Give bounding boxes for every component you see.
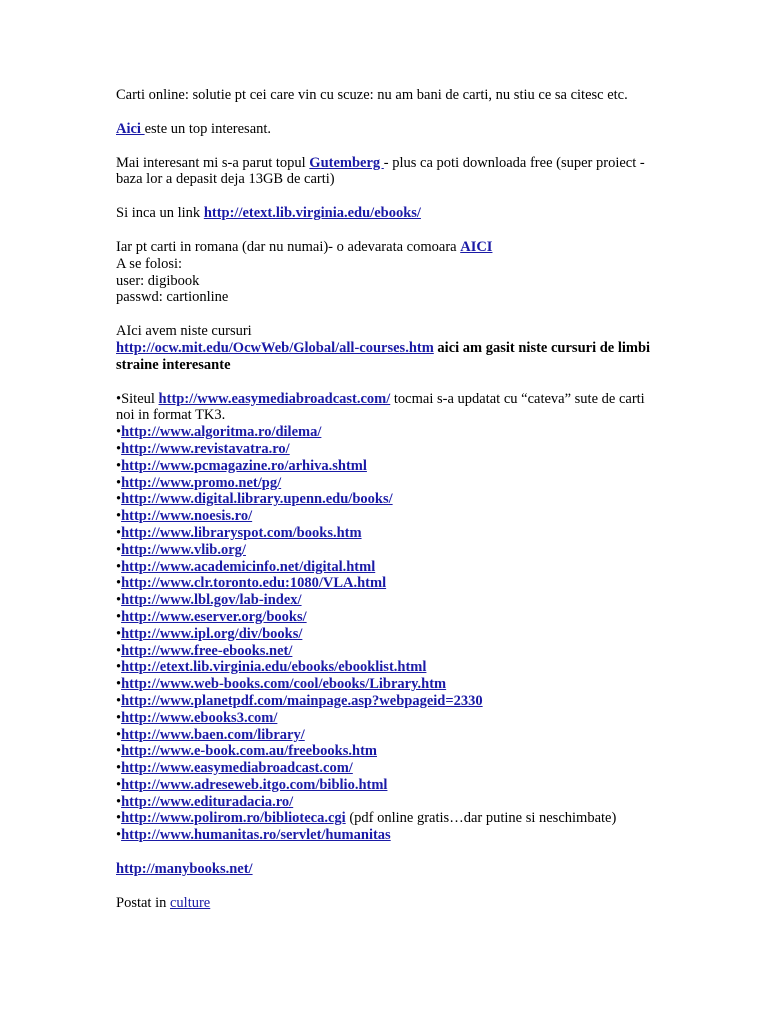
list-item xyxy=(116,626,661,643)
resource-link[interactable]: http://www.digital.library.upenn.edu/books/ xyxy=(121,491,393,508)
bullet-marker: • xyxy=(116,726,122,743)
resource-link[interactable]: http://www.easymediabroadcast.com/ xyxy=(121,760,353,777)
intro-paragraph: Carti online: solutie pt cei care vin cu scuze: nu am bani de carti, nu stiu ce sa citesc etc. xyxy=(116,87,628,103)
bullet-marker: • xyxy=(116,709,122,726)
resource-link[interactable]: http://www.polirom.ro/biblioteca.cgi xyxy=(121,810,346,827)
siteul-post-text: tocmai s-a updatat cu “cateva” sute de carti noi in format TK3. xyxy=(116,390,645,424)
bullet-marker: • xyxy=(116,541,122,558)
bullet-marker: • xyxy=(116,776,122,793)
list-item xyxy=(116,760,661,777)
resource-link[interactable]: http://www.vlib.org/ xyxy=(121,541,246,558)
bullet-marker: • xyxy=(116,440,122,457)
resource-link[interactable]: http://www.academicinfo.net/digital.html xyxy=(121,558,376,575)
bullet-marker: • xyxy=(116,474,122,491)
siteul-paragraph xyxy=(116,391,661,425)
list-item xyxy=(116,710,661,727)
bullet-marker: • xyxy=(116,575,122,592)
cursuri-intro-line: AIci avem niste cursuri xyxy=(116,323,252,340)
aici-top-text: este un top interesant. xyxy=(144,120,272,137)
virginia-pre-text: Si inca un link xyxy=(116,205,204,222)
bullet-marker: • xyxy=(116,642,122,659)
aici-top-paragraph xyxy=(116,121,661,138)
romana-aici-link[interactable]: AICI xyxy=(460,238,493,255)
postat-pre-text: Postat in xyxy=(116,894,170,911)
resource-link[interactable]: http://www.humanitas.ro/servlet/humanitas xyxy=(121,827,391,844)
romana-user-line: user: digibook xyxy=(116,272,200,289)
gutenberg-paragraph xyxy=(116,155,661,189)
manybooks-link[interactable]: http://manybooks.net/ xyxy=(116,861,253,878)
bullet-marker: • xyxy=(116,457,122,474)
bullet-marker: • xyxy=(116,659,122,676)
list-item xyxy=(116,575,661,592)
resource-link[interactable]: http://www.ebooks3.com/ xyxy=(121,709,278,726)
resource-link[interactable]: http://www.baen.com/library/ xyxy=(121,726,305,743)
gutenberg-link[interactable]: Gutemberg xyxy=(309,154,384,171)
list-item xyxy=(116,727,661,744)
bullet-marker: • xyxy=(116,743,122,760)
list-item xyxy=(116,659,661,676)
bullet-marker: • xyxy=(116,491,122,508)
list-item xyxy=(116,609,661,626)
list-item xyxy=(116,542,661,559)
cursuri-line xyxy=(116,340,661,374)
bullet-marker: • xyxy=(116,760,122,777)
resource-link[interactable]: http://www.libraryspot.com/books.htm xyxy=(121,524,362,541)
resource-link[interactable]: http://www.e-book.com.au/freebooks.htm xyxy=(121,743,377,760)
list-item xyxy=(116,475,661,492)
polirom-note: (pdf online gratis…dar putine si neschimbate) xyxy=(345,810,617,827)
list-item xyxy=(116,525,661,542)
resource-link[interactable]: http://www.eserver.org/books/ xyxy=(121,608,307,625)
link-list xyxy=(116,424,661,844)
list-item xyxy=(116,508,661,525)
resource-link[interactable]: http://www.noesis.ro/ xyxy=(121,508,253,525)
gutenberg-post-text: - plus ca poti downloada free (super proiect - baza lor a depasit deja 13GB de carti) xyxy=(116,154,645,188)
list-item xyxy=(116,676,661,693)
resource-link[interactable]: http://www.free-ebooks.net/ xyxy=(121,642,293,659)
aici-top-link[interactable]: Aici xyxy=(116,120,145,137)
cursuri-post-text: aici am gasit niste cursuri de limbi straine interesante xyxy=(116,339,651,373)
bullet-marker: • xyxy=(116,810,122,827)
romana-block xyxy=(116,239,661,306)
list-item xyxy=(116,693,661,710)
siteul-pre-text: •Siteul xyxy=(116,390,159,407)
list-item xyxy=(116,743,661,760)
resource-link[interactable]: http://www.promo.net/pg/ xyxy=(121,474,282,491)
virginia-paragraph xyxy=(116,205,661,222)
resource-link[interactable]: http://www.pcmagazine.ro/arhiva.shtml xyxy=(121,457,367,474)
list-item xyxy=(116,794,661,811)
romana-line xyxy=(116,239,661,256)
bullet-marker: • xyxy=(116,625,122,642)
bullet-marker: • xyxy=(116,692,122,709)
list-item xyxy=(116,458,661,475)
gutenberg-pre-text: Mai interesant mi s-a parut topul xyxy=(116,154,310,171)
romana-passwd-line: passwd: cartionline xyxy=(116,289,229,306)
list-item xyxy=(116,827,661,844)
post-body xyxy=(116,87,661,912)
resource-link[interactable]: http://www.lbl.gov/lab-index/ xyxy=(121,592,302,609)
bullet-marker: • xyxy=(116,558,122,575)
siteul-link[interactable]: http://www.easymediabroadcast.com/ xyxy=(158,390,391,407)
bullet-marker: • xyxy=(116,508,122,525)
resource-link[interactable]: http://www.web-books.com/cool/ebooks/Library.htm xyxy=(121,676,447,693)
resource-link[interactable]: http://etext.lib.virginia.edu/ebooks/ebooklist.html xyxy=(121,659,427,676)
list-item xyxy=(116,559,661,576)
list-item xyxy=(116,592,661,609)
list-item xyxy=(116,810,661,827)
virginia-ebooks-link[interactable]: http://etext.lib.virginia.edu/ebooks/ xyxy=(203,205,421,222)
bullet-marker: • xyxy=(116,608,122,625)
postat-paragraph xyxy=(116,895,661,912)
manybooks-paragraph xyxy=(116,861,661,878)
cursuri-block xyxy=(116,323,661,373)
resource-link[interactable]: http://www.adreseweb.itgo.com/biblio.html xyxy=(121,776,388,793)
category-culture-link[interactable]: culture xyxy=(169,894,211,911)
list-item xyxy=(116,643,661,660)
resource-link[interactable]: http://www.revistavatra.ro/ xyxy=(121,440,290,457)
bullet-marker: • xyxy=(116,793,122,810)
resource-link[interactable]: http://www.ipl.org/div/books/ xyxy=(121,625,303,642)
resource-link[interactable]: http://www.planetpdf.com/mainpage.asp?webpageid=2330 xyxy=(121,692,483,709)
bullet-marker: • xyxy=(116,592,122,609)
list-item xyxy=(116,491,661,508)
bullet-marker: • xyxy=(116,424,122,441)
bullet-marker: • xyxy=(116,524,122,541)
bullet-marker: • xyxy=(116,827,122,844)
resource-link[interactable]: http://www.clr.toronto.edu:1080/VLA.html xyxy=(121,575,387,592)
list-item xyxy=(116,441,661,458)
mit-courses-link[interactable]: http://ocw.mit.edu/OcwWeb/Global/all-courses.htm xyxy=(116,339,434,356)
list-item xyxy=(116,777,661,794)
romana-folosi-line: A se folosi: xyxy=(116,255,183,272)
list-item xyxy=(116,424,661,441)
bullet-marker: • xyxy=(116,676,122,693)
resource-link[interactable]: http://www.algoritma.ro/dilema/ xyxy=(121,424,322,441)
resource-link[interactable]: http://www.edituradacia.ro/ xyxy=(121,793,294,810)
romana-pre-text: Iar pt carti in romana (dar nu numai)- o adevarata comoara xyxy=(116,238,461,255)
